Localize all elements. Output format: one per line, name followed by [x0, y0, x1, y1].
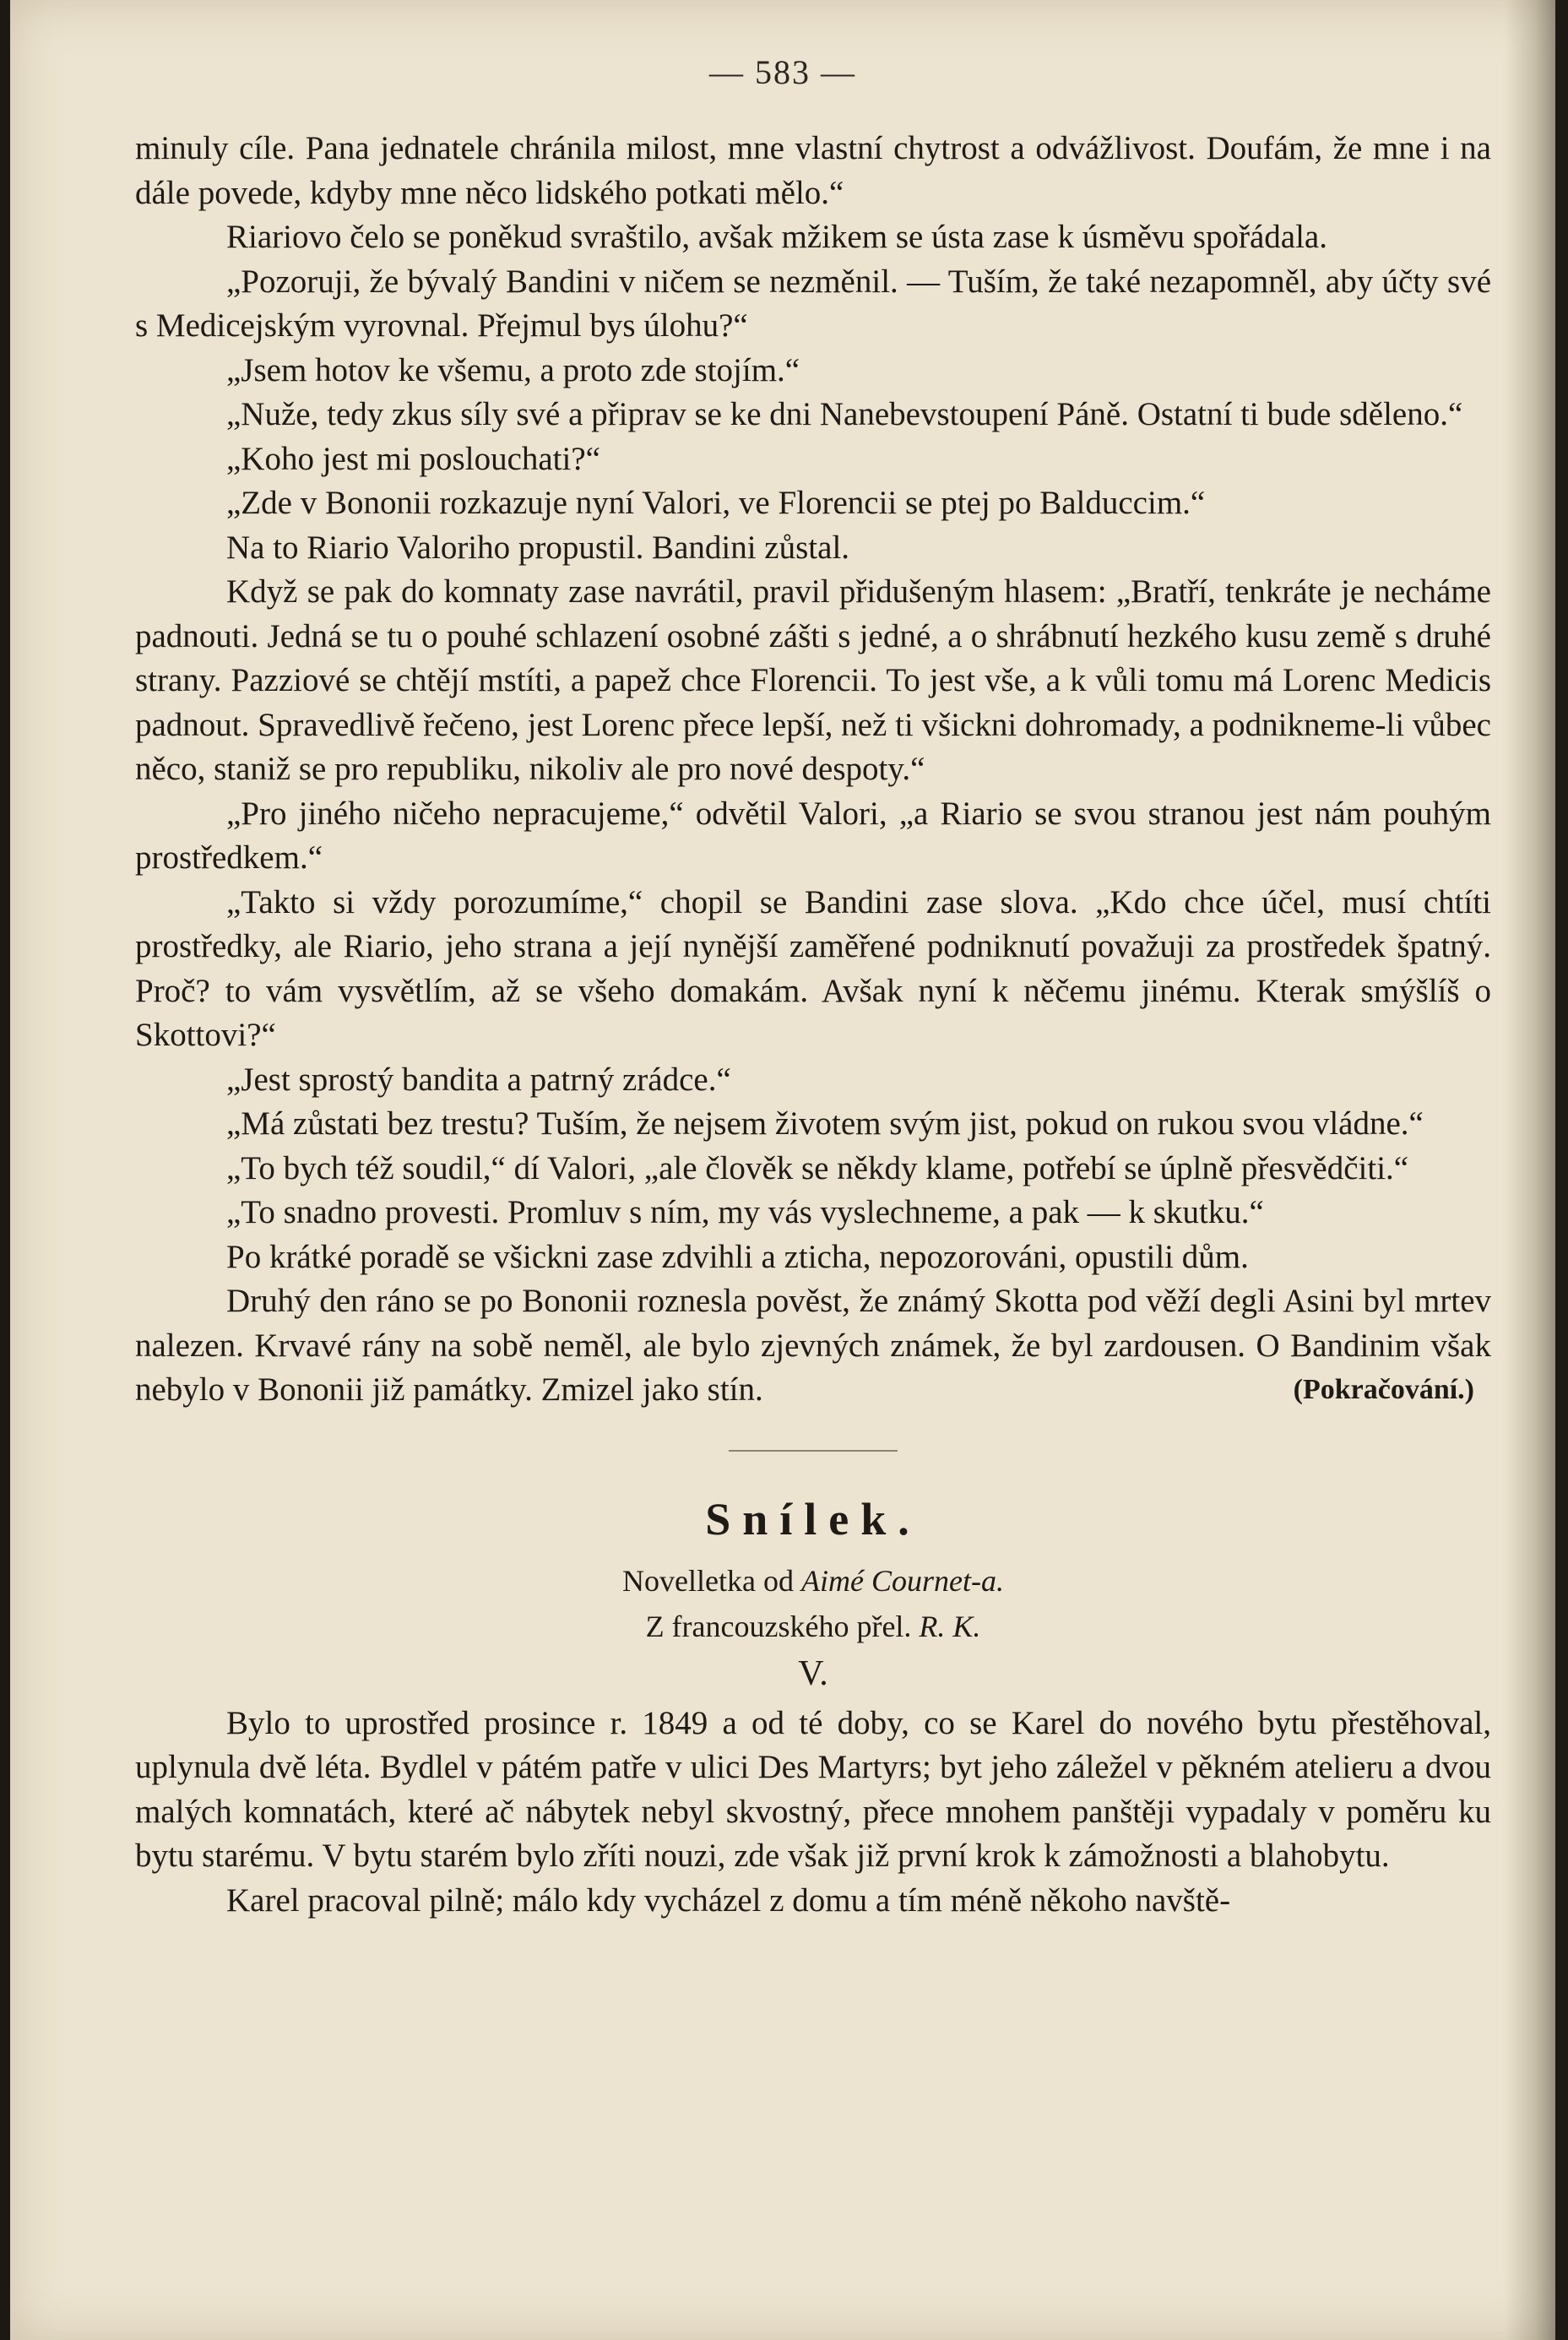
paragraph: „Nuže, tedy zkus síly své a připrav se ke dni Nanebevstoupení Páně. Ostatní ti bude sděleno.“ — [226, 396, 1463, 432]
paragraph: „Zde v Bononii rozkazuje nyní Valori, ve Florencii se ptej po Balduccim.“ — [226, 485, 1206, 521]
story-subtitle — [135, 1558, 1491, 1604]
page-spine-shadow — [1505, 0, 1555, 2340]
paragraph: „Pozoruji, že bývalý Bandini v ničem se nezměnil. — Tuším, že také nezapomněl, aby účty své s Medicejským vyrovnal. Přejmul bys úlohu?“ — [135, 263, 1491, 344]
paragraph: „Jest sprostý bandita a patrný zrádce.“ — [226, 1061, 731, 1098]
translator-name: R. K. — [919, 1609, 981, 1643]
paragraph: Riariovo čelo se poněkud svraštilo, avšak mžikem se ústa zase k úsměvu spořádala. — [226, 219, 1327, 255]
story-paragraph: Karel pracoval pilně; málo kdy vycházel z domu a tím méně někoho navště- — [226, 1881, 1231, 1919]
section-divider — [729, 1445, 898, 1452]
translation-line — [135, 1604, 1491, 1649]
paragraph: Druhý den ráno se po Bononii roznesla pověst, že známý Skotta pod věží degli Asini byl mrtev nalezen. Krvavé rány na sobě neměl, ale bylo zjevných známek, že byl zardousen. O Bandinim však nebylo v Bononii již památky. Zmizel jako stín. — [135, 1283, 1491, 1408]
paragraph: „To snadno provesti. Promluv s ním, my vás vyslechneme, a pak — k skutku.“ — [226, 1194, 1264, 1230]
paragraph: „Má zůstati bez trestu? Tuším, že nejsem životem svým jist, pokud on rukou svou vládne.“ — [226, 1105, 1424, 1142]
story-title: Snílek. — [705, 1493, 921, 1545]
continuation-note: (Pokračování.) — [1293, 1374, 1474, 1405]
paragraph: Na to Riario Valoriho propustil. Bandini zůstal. — [226, 529, 850, 566]
text-column — [135, 127, 1491, 1923]
paragraph: Po krátké poradě se všickni zase zdvihli a zticha, nepozorováni, opustili dům. — [226, 1238, 1249, 1275]
paragraph: „Takto si vždy porozumíme,“ chopil se Bandini zase slova. „Kdo chce účel, musí chtíti prostředky, ale Riario, jeho strana a její nynější zaměřené podniknutí považuji za prostředek špatný. Proč? to vám vysvětlím, až se všeho domakám. Avšak nyní k něčemu jinému. Kterak smýšlíš o Skottovi?“ — [135, 883, 1491, 1053]
paragraph: Když se pak do komnaty zase navrátil, pravil přidušeným hlasem: „Bratří, tenkráte je necháme padnouti. Jedná se tu o pouhé schlazení osobné zášti s jedné, a o shrábnutí hezkého kusu země s druhé strany. Pazziové se chtějí mstíti, a papež chce Florencii. To jest vše, a k vůli tomu má Lorenc Medicis padnout. Spravedlivě řečeno, jest Lorenc přece lepší, než ti všickni dohromady, a podnikneme-li vůbec něco, staniž se pro republiku, nikoliv ale pro nové despoty.“ — [135, 573, 1491, 787]
page-number: — 583 — — [709, 53, 856, 91]
book-page — [10, 0, 1555, 2340]
paragraph: „Jsem hotov ke všemu, a proto zde stojím.“ — [226, 351, 800, 388]
story-paragraph: Bylo to uprostřed prosince r. 1849 a od té doby, co se Karel do nového bytu přestěhoval, uplynula dvě léta. Bydlel v pátém patře v ulici Des Martyrs; byt jeho záležel v pěkném atelieru a dvou malých komnatách, které ač nábytek nebyl skvostný, přece mnohem panštěji vypadaly v poměru ku bytu starému. V bytu starém bylo zříti nouzi, zde však již první krok k zámožnosti a blahobytu. — [135, 1704, 1491, 1874]
chapter-number: V. — [798, 1653, 828, 1693]
translation-prefix: Z francouzského přel. — [645, 1609, 912, 1643]
paragraph: „Pro jiného ničeho nepracujeme,“ odvětil Valori, „a Riario se svou stranou jest nám pouhým prostředkem.“ — [135, 795, 1491, 876]
paragraph: minuly cíle. Pana jednatele chránila milost, mne vlastní chytrost a odvážlivost. Doufám, že mne i na dále povede, kdyby mne něco lidského potkati mělo.“ — [135, 130, 1491, 211]
subtitle-prefix: Novelletka od — [622, 1563, 794, 1598]
paragraph: „To bych též soudil,“ dí Valori, „ale člověk se někdy klame, potřebí se úplně přesvědčiti.“ — [226, 1149, 1409, 1186]
author-name: Aimé Cournet-a. — [800, 1563, 1004, 1598]
paragraph: „Koho jest mi poslouchati?“ — [226, 440, 600, 477]
